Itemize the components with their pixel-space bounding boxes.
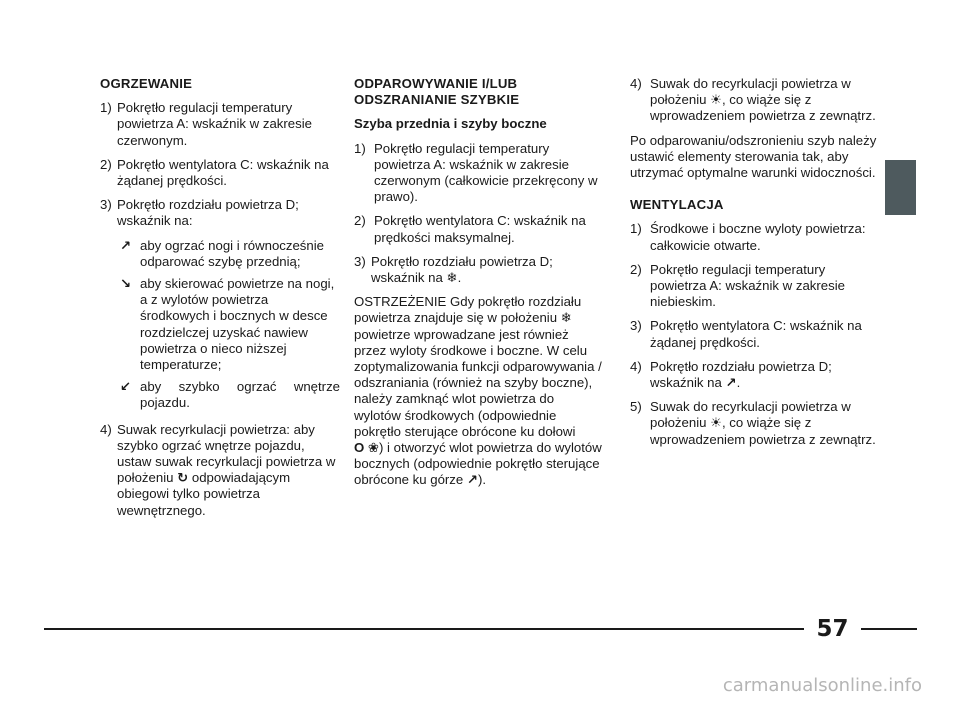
face-vent-icon: ↗: [725, 375, 737, 391]
watermark: carmanualsonline.info: [722, 675, 922, 696]
footer-rule-right: [861, 628, 917, 630]
feet-icon: ↙: [120, 379, 132, 395]
list-item: 5) Suwak do recyrkulacji powietrza w położeniu ☀, co wiąże się z wprowadzeniem powietrza z zewnątrz.: [630, 399, 876, 447]
list-item: 2) Pokrętło wentylatora C: wskaźnik na żądanej prędkości.: [100, 156, 329, 189]
feet-windscreen-icon: ↗: [120, 237, 132, 253]
list-item: 2) Pokrętło wentylatora C: wskaźnik na prędkości maksymalnej.: [354, 213, 586, 245]
list-item: 4) Pokrętło rozdziału powietrza D; wskaźnik na ↗.: [630, 358, 832, 391]
list-item: 3) Pokrętło wentylatora C: wskaźnik na żądanej prędkości.: [630, 318, 862, 350]
column-ventilation: [630, 76, 880, 456]
warning-paragraph: OSTRZEŻENIE Gdy pokrętło rozdziału powietrza znajduje się w położeniu ❄ powietrze wprowadzane jest również przez wyloty środkowe i boczne. W celu zoptymalizowania funkcji odparowywania / odszraniania (również na szyby boczne), należy zamknąć wlot powietrza do wylotów środkowych (odpowiednie pokrętło sterujące obrócone ku dołowi O ❀) i otworzyć wlot powietrza do wylotów bocznych (odpowiednie pokrętło sterujące obrócone ku górze ↗).: [354, 294, 602, 488]
page-number: 57: [816, 616, 849, 642]
list-item: 4) Suwak do recyrkulacji powietrza w położeniu ☀, co wiąże się z wprowadzeniem powietrza z zewnątrz.: [630, 76, 876, 124]
list-item: 1) Pokrętło regulacji temperatury powietrza A: wskaźnik w zakresie czerwonym.: [100, 100, 312, 148]
defrost-icon: ❄: [446, 270, 458, 286]
list-item: 1) Środkowe i boczne wyloty powietrza: całkowicie otwarte.: [630, 221, 866, 253]
column-defrost: [354, 76, 604, 497]
paragraph: Po odparowaniu/odszronieniu szyb należy ustawić elementy sterowania tak, aby utrzymać optymalne warunki widoczności.: [630, 132, 877, 181]
outside-air-icon: ☀: [710, 415, 722, 431]
subheading-windscreen: Szyba przednia i szyby boczne: [354, 116, 547, 132]
outside-air-icon: ☀: [710, 92, 722, 108]
sub-list-item: ↘ aby skierować powietrze na nogi, a z wylotów powietrza środkowych i bocznych w desce rozdzielczej uzyskać nawiew powietrza o nieco niższej temperaturze;: [120, 276, 335, 373]
list-item: 3) Pokrętło rozdziału powietrza D; wskaźnik na:: [100, 197, 299, 229]
heading-defrost: ODPAROWYWANIE I/LUB ODSZRANIANIE SZYBKIE: [354, 76, 520, 108]
column-heating: [100, 76, 340, 527]
footer-rule-left: [44, 628, 804, 630]
sub-list-item: ↗ aby ogrzać nogi i równocześnie odparować szybę przednią;: [120, 237, 324, 269]
face-feet-icon: ↘: [120, 276, 132, 292]
defrost-icon: ❄: [560, 310, 572, 326]
list-item: 4) Suwak recyrkulacji powietrza: aby szybko ogrzać wnętrze pojazdu, ustaw suwak recyrkulacji powietrza w położeniu ↻ odpowiadającym obiegowi tylko powietrza wewnętrznego.: [100, 421, 336, 518]
heading-heating: OGRZEWANIE: [100, 76, 193, 91]
heading-ventilation: WENTYLACJA: [630, 197, 724, 213]
vent-closed-icon: O ❀: [354, 440, 379, 456]
face-vent-icon: ↗: [466, 472, 478, 488]
sub-list-item: ↙ aby szybko ogrzać wnętrze pojazdu.: [120, 379, 340, 411]
recirculation-icon: ↻: [177, 470, 189, 486]
section-tab: [885, 160, 916, 215]
list-item: 3) Pokrętło rozdziału powietrza D; wskaźnik na ❄.: [354, 253, 553, 286]
list-item: 2) Pokrętło regulacji temperatury powietrza A: wskaźnik w zakresie niebieskim.: [630, 261, 845, 310]
list-item: 1) Pokrętło regulacji temperatury powietrza A: wskaźnik w zakresie czerwonym (całkowicie przekręcony w prawo).: [354, 140, 598, 205]
